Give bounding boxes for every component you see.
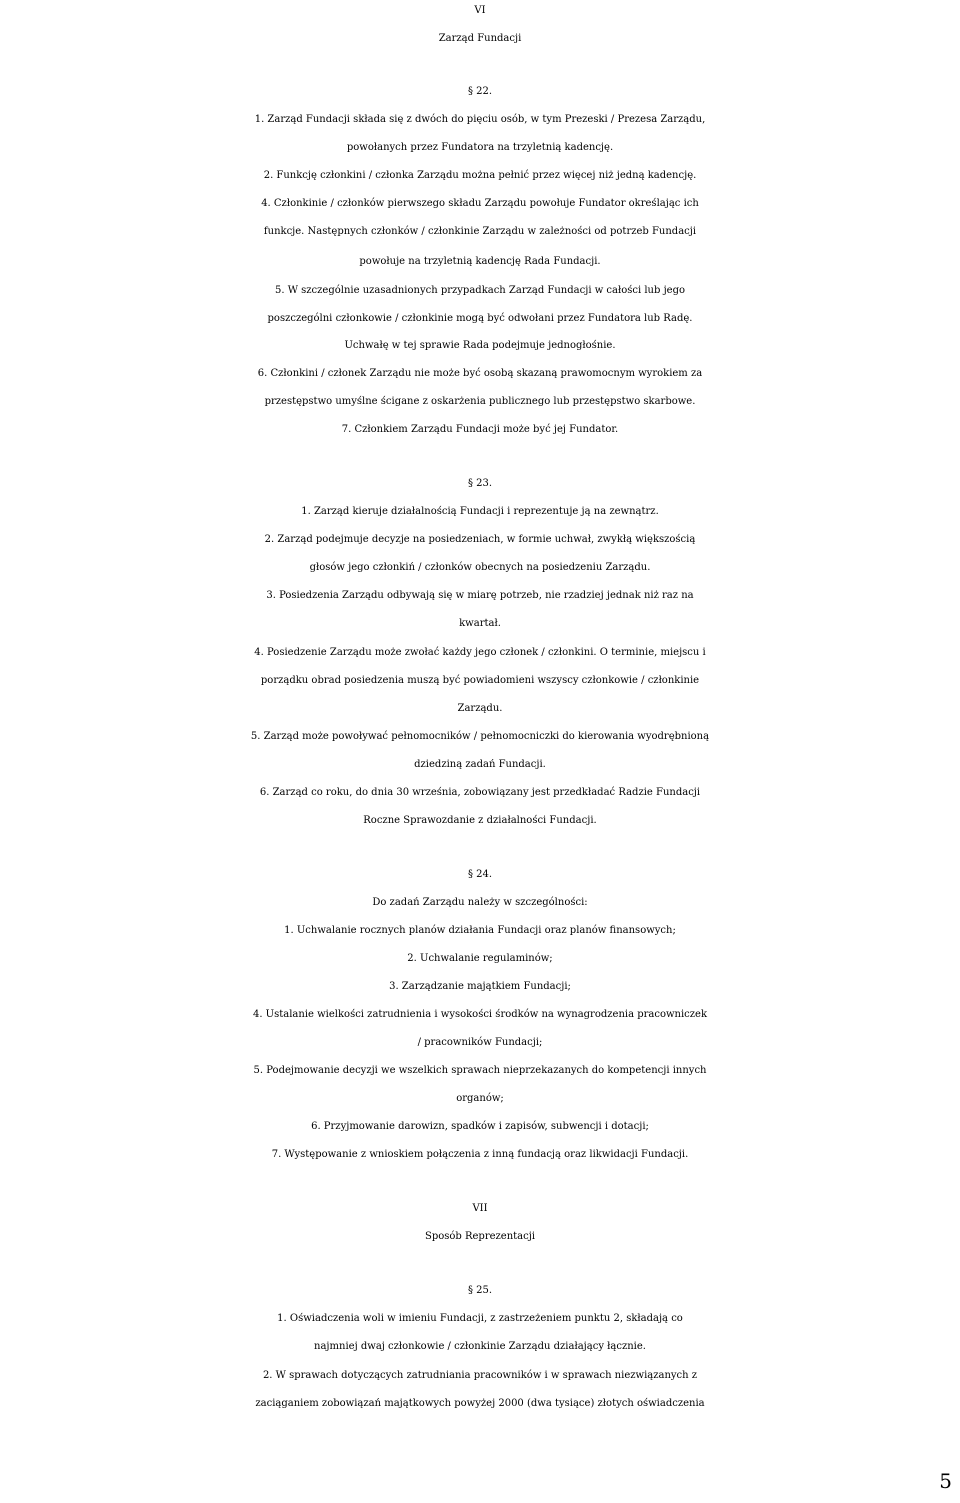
text-line: 2. Funkcję członkini / członka Zarządu można pełnić przez więcej niż jedną kadencję. <box>263 170 697 181</box>
text-line: 3. Zarządzanie majątkiem Fundacji; <box>389 981 571 992</box>
paragraph-heading: § 22. <box>467 86 493 97</box>
text-line: 4. Ustalanie wielkości zatrudnienia i wysokości środków na wynagrodzenia pracowniczek <box>252 1009 708 1020</box>
page-number: 5 <box>939 1469 952 1493</box>
text-line: 1. Zarząd kieruje działalnością Fundacji i reprezentuje ją na zewnątrz. <box>301 506 659 517</box>
text-line: 5. W szczególnie uzasadnionych przypadkach Zarząd Fundacji w całości lub jego <box>274 285 686 296</box>
paragraph-heading: § 24. <box>467 869 493 880</box>
text-line: powołanych przez Fundatora na trzyletnią kadencję. <box>346 142 614 153</box>
text-line: najmniej dwaj członkowie / członkinie Zarządu działający łącznie. <box>314 1341 646 1352</box>
text-line: organów; <box>456 1093 504 1104</box>
text-line: 6. Członkini / członek Zarządu nie może być osobą skazaną prawomocnym wyrokiem za <box>257 368 703 379</box>
section-title: Sposób Reprezentacji <box>424 1231 536 1242</box>
section-title: Zarząd Fundacji <box>438 33 522 44</box>
text-line: 3. Posiedzenia Zarządu odbywają się w miarę potrzeb, nie rzadziej jednak niż raz na <box>266 590 694 601</box>
text-line: 5. Podejmowanie decyzji we wszelkich sprawach nieprzekazanych do kompetencji innych <box>253 1065 707 1076</box>
text-line: 4. Posiedzenie Zarządu może zwołać każdy jego członek / członkini. O terminie, miejscu i <box>254 647 706 658</box>
text-line: 4. Członkinie / członków pierwszego składu Zarządu powołuje Fundator określając ich <box>261 198 699 209</box>
text-line: 6. Zarząd co roku, do dnia 30 września, zobowiązany jest przedkładać Radzie Fundacji <box>259 787 701 798</box>
text-line: funkcje. Następnych członków / członkinie Zarządu w zależności od potrzeb Fundacji <box>263 226 697 237</box>
section-number: VI <box>474 5 486 16</box>
text-line: Zarządu. <box>457 703 503 714</box>
text-line: zaciąganiem zobowiązań majątkowych powyżej 2000 (dwa tysiące) złotych oświadczenia <box>255 1398 705 1409</box>
text-line: porządku obrad posiedzenia muszą być powiadomieni wszyscy członkowie / członkinie <box>260 675 700 686</box>
text-line: dziedziną zadań Fundacji. <box>414 759 546 770</box>
text-line: 2. Zarząd podejmuje decyzje na posiedzeniach, w formie uchwał, zwykłą większością <box>264 534 696 545</box>
text-line: Roczne Sprawozdanie z działalności Fundacji. <box>363 815 597 826</box>
text-line: poszczególni członkowie / członkinie mogą być odwołani przez Fundatora lub Radę. <box>267 313 693 324</box>
text-line: przestępstwo umyślne ścigane z oskarżenia publicznego lub przestępstwo skarbowe. <box>264 396 696 407</box>
text-line: 6. Przyjmowanie darowizn, spadków i zapisów, subwencji i dotacji; <box>311 1121 649 1132</box>
text-line: 7. Członkiem Zarządu Fundacji może być jej Fundator. <box>341 424 619 435</box>
text-line: 7. Występowanie z wnioskiem połączenia z inną fundacją oraz likwidacji Fundacji. <box>271 1149 689 1160</box>
text-line: kwartał. <box>459 618 501 629</box>
text-line: 1. Zarząd Fundacji składa się z dwóch do pięciu osób, w tym Prezeski / Prezesa Zarządu, <box>254 114 706 125</box>
section-number: VII <box>472 1203 488 1214</box>
paragraph-heading: § 23. <box>467 478 493 489</box>
text-line: 2. Uchwalanie regulaminów; <box>407 953 553 964</box>
text-line: powołuje na trzyletnią kadencję Rada Fundacji. <box>359 256 601 267</box>
text-line: Do zadań Zarządu należy w szczególności: <box>372 897 588 908</box>
text-line: 1. Uchwalanie rocznych planów działania Fundacji oraz planów finansowych; <box>284 925 676 936</box>
text-line: 5. Zarząd może powoływać pełnomocników / pełnomocniczki do kierowania wyodrębnioną <box>250 731 710 742</box>
text-line: głosów jego członkiń / członków obecnych na posiedzeniu Zarządu. <box>309 562 651 573</box>
text-line: Uchwałę w tej sprawie Rada podejmuje jednogłośnie. <box>344 340 616 351</box>
text-line: / pracowników Fundacji; <box>417 1037 543 1048</box>
paragraph-heading: § 25. <box>467 1285 493 1296</box>
text-line: 1. Oświadczenia woli w imieniu Fundacji, z zastrzeżeniem punktu 2, składają co <box>277 1313 683 1324</box>
text-line: 2. W sprawach dotyczących zatrudniania pracowników i w sprawach niezwiązanych z <box>262 1370 698 1381</box>
